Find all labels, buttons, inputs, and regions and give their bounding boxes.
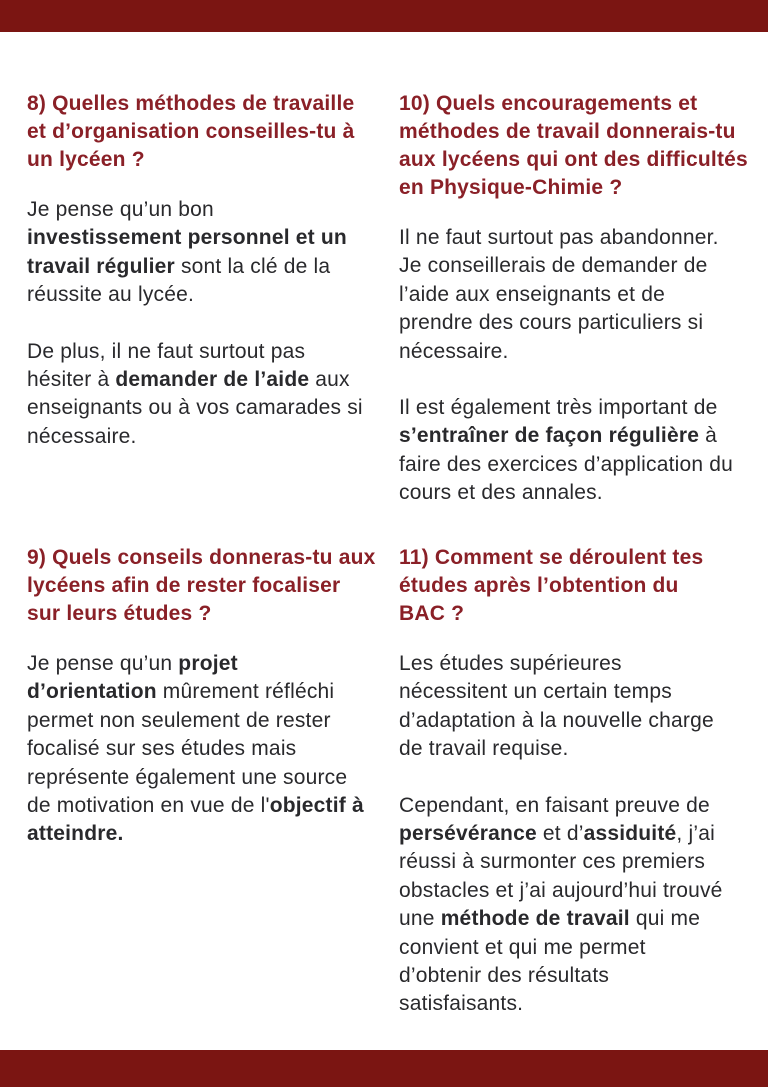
question-10-answer-paragraph-1: Il ne faut surtout pas abandonner. Je conseillerais de demander de l’aide aux enseignants et de prendre des cours particuliers si nécessaire. bbox=[399, 226, 719, 363]
question-11-answer-paragraph-2: Cependant, en faisant preuve de persévérance et d’assiduité, j’ai réussi à surmonter ces premiers obstacles et j’ai aujourd’hui trouvé une méthode de travail qui me convient et qui me permet d’obtenir des résultats satisfaisants. bbox=[399, 793, 723, 1016]
question-8-answer-paragraph-1: Je pense qu’un bon investissement personnel et un travail régulier sont la clé de la réussite au lycée. bbox=[27, 198, 347, 307]
bottom-accent-bar bbox=[0, 1050, 768, 1087]
question-10-answer-paragraph-2: Il est également très important de s’entraîner de façon régulière à faire des exercices d’application du cours et des annales. bbox=[399, 396, 734, 505]
question-9-heading: 9) Quels conseils donneras-tu aux lycéens afin de rester focaliser sur leurs études ? bbox=[27, 546, 376, 625]
question-10-heading: 10) Quels encouragements et méthodes de travail donnerais-tu aux lycéens qui ont des difficultés en Physique-Chimie ? bbox=[399, 92, 748, 199]
section-question-11 bbox=[399, 544, 755, 1019]
section-question-8 bbox=[27, 90, 383, 451]
top-accent-bar bbox=[0, 0, 768, 32]
section-question-10 bbox=[399, 90, 755, 508]
question-11-heading: 11) Comment se déroulent tes études après l’obtention du BAC ? bbox=[399, 546, 704, 625]
section-question-9 bbox=[27, 544, 383, 849]
question-11-answer-paragraph-1: Les études supérieures nécessitent un certain temps d’adaptation à la nouvelle charge de travail requise. bbox=[399, 652, 714, 761]
question-9-answer-paragraph-1: Je pense qu’un projet d’orientation mûrement réfléchi permet non seulement de rester focalisé sur ses études mais représente également une source de motivation en vue de l'objectif à atteindre. bbox=[27, 652, 364, 846]
question-8-answer-paragraph-2: De plus, il ne faut surtout pas hésiter à demander de l’aide aux enseignants ou à vos camarades si nécessaire. bbox=[27, 339, 363, 448]
question-8-heading: 8) Quelles méthodes de travaille et d’organisation conseilles-tu à un lycéen ? bbox=[27, 92, 355, 171]
